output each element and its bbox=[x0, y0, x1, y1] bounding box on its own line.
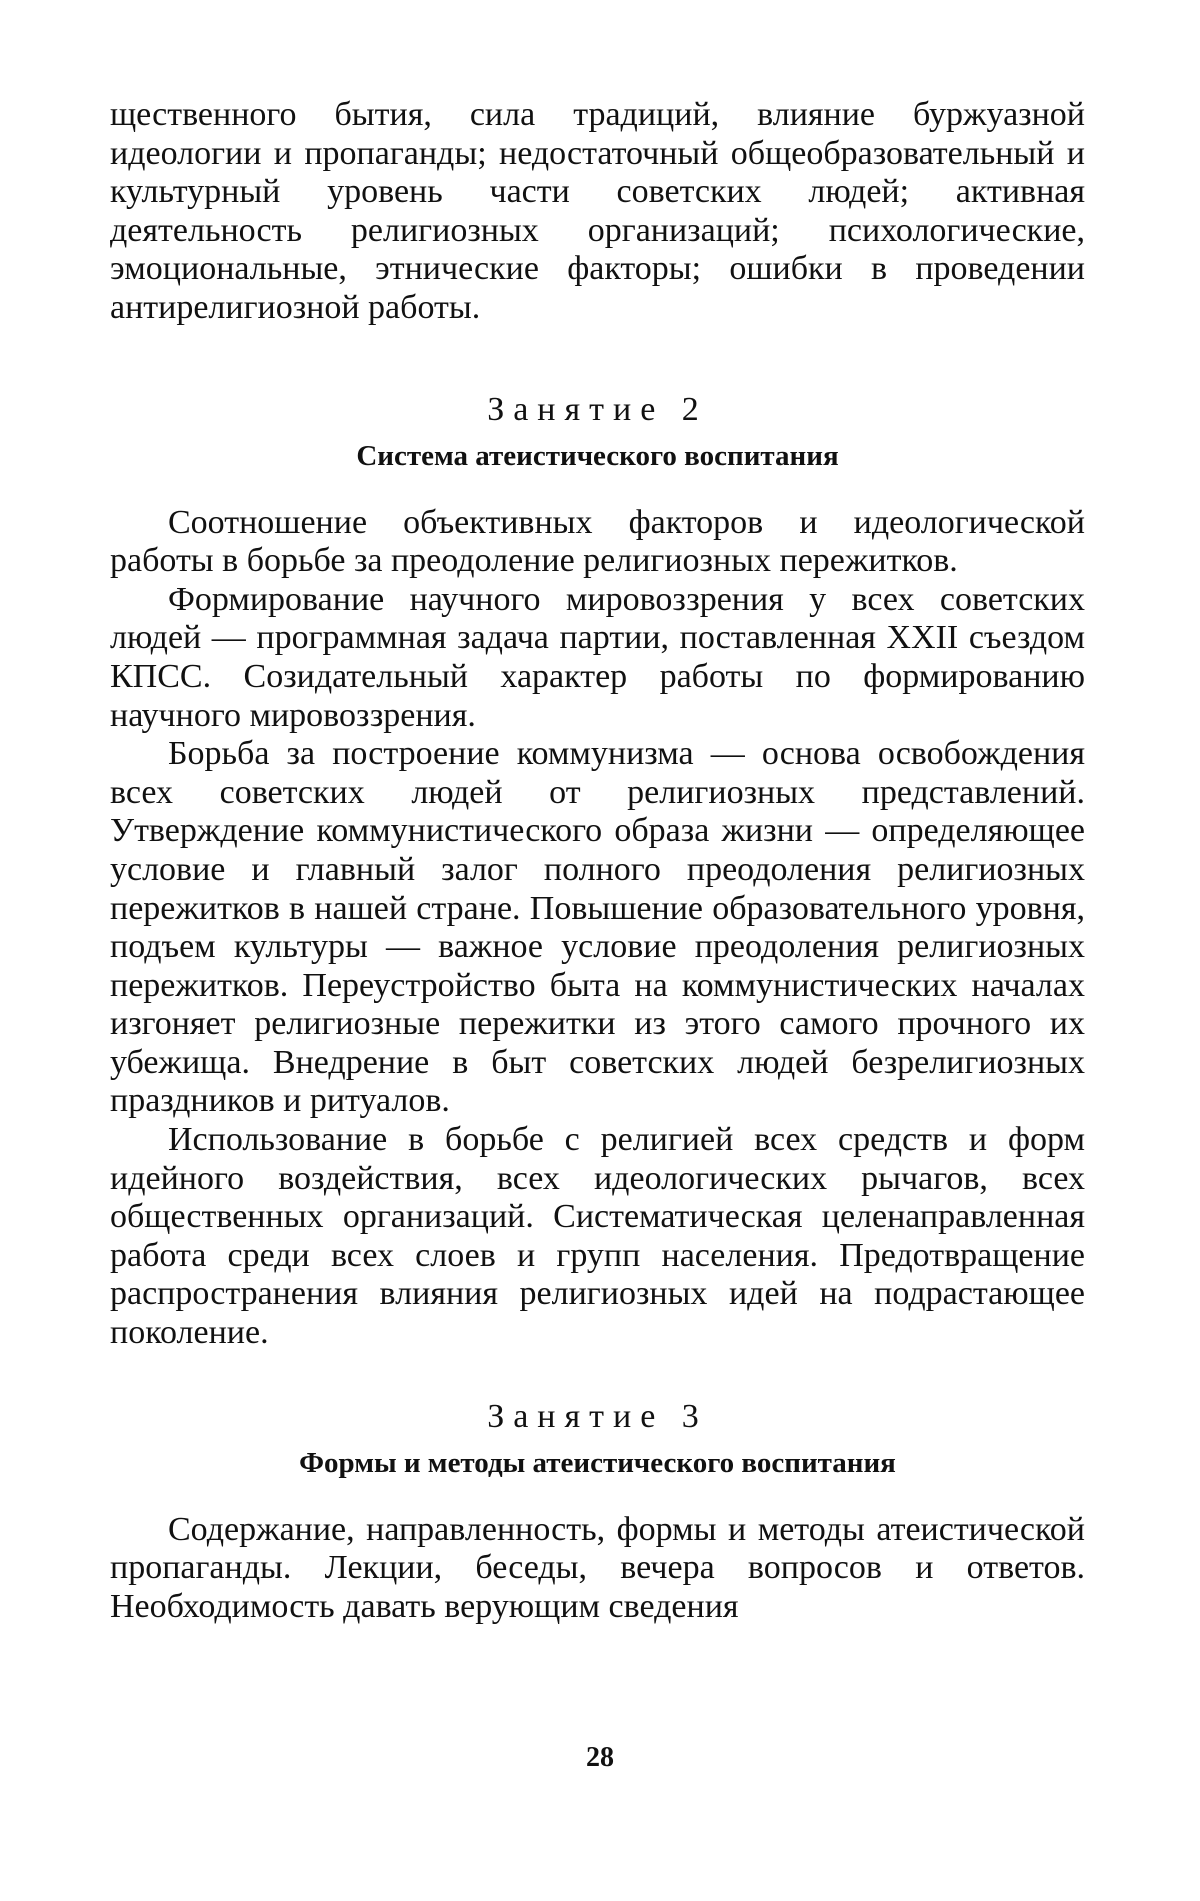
page-number: 28 bbox=[586, 1742, 614, 1773]
lesson-2-paragraph: Соотношение объективных факторов и идеологической работы в борьбе за преодоление религиозных пережитков. bbox=[110, 503, 1085, 580]
lesson-2-title: Система атеистического воспитания bbox=[356, 439, 839, 472]
intro-paragraph: щественного бытия, сила традиций, влияние буржуазной идеологии и пропаганды; недостаточный общеобразовательный и культурный уровень части советских людей; активная деятельность религиозных организаций; психологические, эмоциональные, этнические факторы; ошибки в проведении антирелигиозной работы. bbox=[110, 96, 1085, 326]
lesson-3-title: Формы и методы атеистического воспитания bbox=[299, 1446, 896, 1479]
lesson-2-paragraph: Использование в борьбе с религией всех средств и форм идейного воздействия, всех идеологических рычагов, всех общественных организаций. Систематическая целенаправленная работа среди всех слоев и групп населения. Предотвращение распространения влияния религиозных идей на подрастающее поколение. bbox=[110, 1121, 1085, 1352]
lesson-2-number: Занятие 2 bbox=[487, 390, 708, 428]
lesson-2-paragraph: Формирование научного мировоззрения у всех советских людей — программная задача партии, поставленная XXII съездом КПСС. Созидательный характер работы по формированию научного мировоззрения. bbox=[110, 580, 1085, 734]
lesson-3-number: Занятие 3 bbox=[487, 1397, 708, 1435]
lesson-3-paragraph: Содержание, направленность, формы и методы атеистической пропаганды. Лекции, беседы, вечера вопросов и ответов. Необходимость давать верующим сведения bbox=[110, 1510, 1085, 1625]
text-column bbox=[110, 96, 1085, 1626]
lesson-2-paragraph: Борьба за построение коммунизма — основа освобождения всех советских людей от религиозных представлений. Утверждение коммунистического образа жизни — определяющее условие и главный залог полного преодоления религиозных пережитков в нашей стране. Повышение образовательного уровня, подъем культуры — важное условие преодоления религиозных пережитков. Переустройство быта на коммунистических началах изгоняет религиозные пережитки из этого самого прочного их убежища. Внедрение в быт советских людей безрелигиозных праздников и ритуалов. bbox=[110, 735, 1085, 1120]
